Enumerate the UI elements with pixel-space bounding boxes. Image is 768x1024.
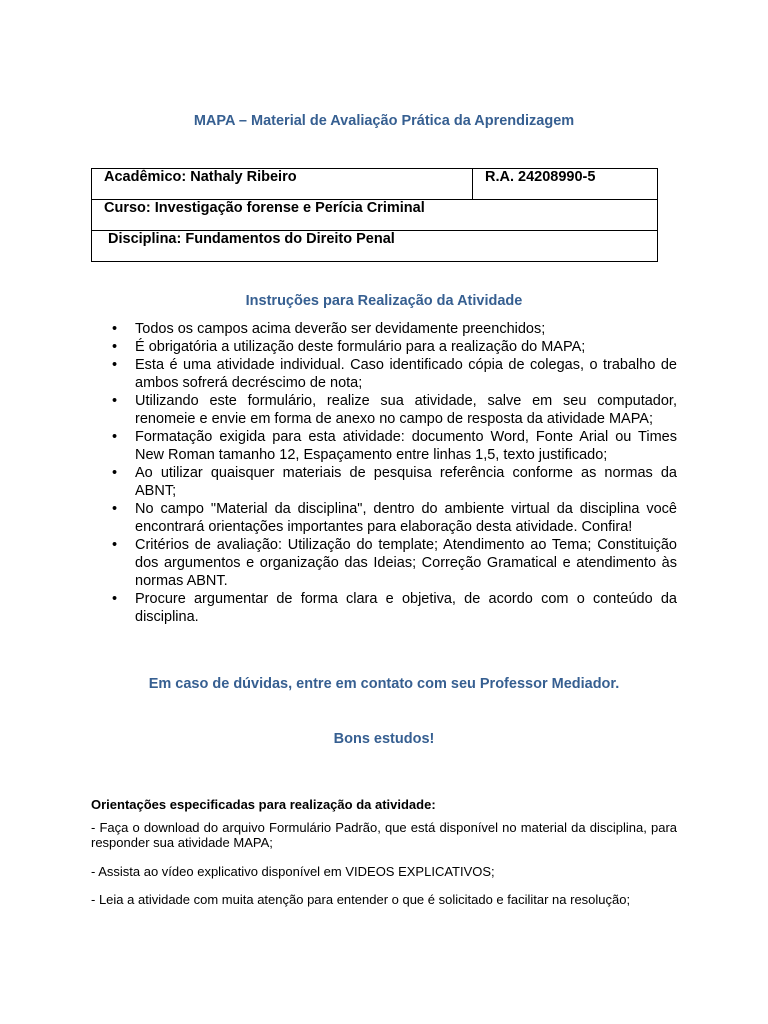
- closing-text: Bons estudos!: [333, 731, 435, 747]
- list-item: • Esta é uma atividade individual. Caso identificado cópia de colegas, o trabalho de ambos sofrerá decréscimo de nota;: [112, 356, 677, 392]
- list-item: • É obrigatória a utilização deste formulário para a realização do MAPA;: [112, 338, 677, 356]
- document-title: MAPA – Material de Avaliação Prática da Aprendizagem: [193, 113, 575, 129]
- instructions-title: Instruções para Realização da Atividade: [245, 293, 523, 309]
- orientations-title: Orientações especificadas para realização da atividade:: [91, 797, 436, 812]
- list-item: • Critérios de avaliação: Utilização do template; Atendimento ao Tema; Constituição dos argumentos e organização das Ideias; Correção Gramatical e atendimento às normas ABNT.: [112, 536, 677, 590]
- ra-cell: R.A. 24208990-5: [473, 169, 658, 200]
- curso-cell: Curso: Investigação forense e Perícia Criminal: [92, 200, 658, 231]
- disciplina-cell: Disciplina: Fundamentos do Direito Penal: [92, 231, 658, 262]
- list-item: • Ao utilizar quaisquer materiais de pesquisa referência conforme as normas da ABNT;: [112, 464, 677, 500]
- list-item: • Procure argumentar de forma clara e objetiva, de acordo com o conteúdo da disciplina.: [112, 590, 677, 626]
- list-item: • Formatação exigida para esta atividade: documento Word, Fonte Arial ou Times New Roman tamanho 12, Espaçamento entre linhas 1,5, texto justificado;: [112, 428, 677, 464]
- list-item: • Utilizando este formulário, realize sua atividade, salve em seu computador, renomeie e envie em forma de anexo no campo de resposta da atividade MAPA;: [112, 392, 677, 428]
- orientation-item: - Faça o download do arquivo Formulário Padrão, que está disponível no material da disciplina, para responder sua atividade MAPA;: [91, 820, 677, 850]
- list-item: • Todos os campos acima deverão ser devidamente preenchidos;: [112, 320, 677, 338]
- student-info-table: [91, 168, 658, 262]
- list-item: • No campo "Material da disciplina", dentro do ambiente virtual da disciplina você encontrará orientações importantes para elaboração desta atividade. Confira!: [112, 500, 677, 536]
- contact-note: Em caso de dúvidas, entre em contato com seu Professor Mediador.: [148, 676, 620, 692]
- academico-cell: Acadêmico: Nathaly Ribeiro: [92, 169, 473, 200]
- orientation-item: - Leia a atividade com muita atenção para entender o que é solicitado e facilitar na resolução;: [91, 892, 631, 907]
- instructions-list: [112, 320, 677, 626]
- orientation-item: - Assista ao vídeo explicativo disponível em VIDEOS EXPLICATIVOS;: [91, 864, 495, 879]
